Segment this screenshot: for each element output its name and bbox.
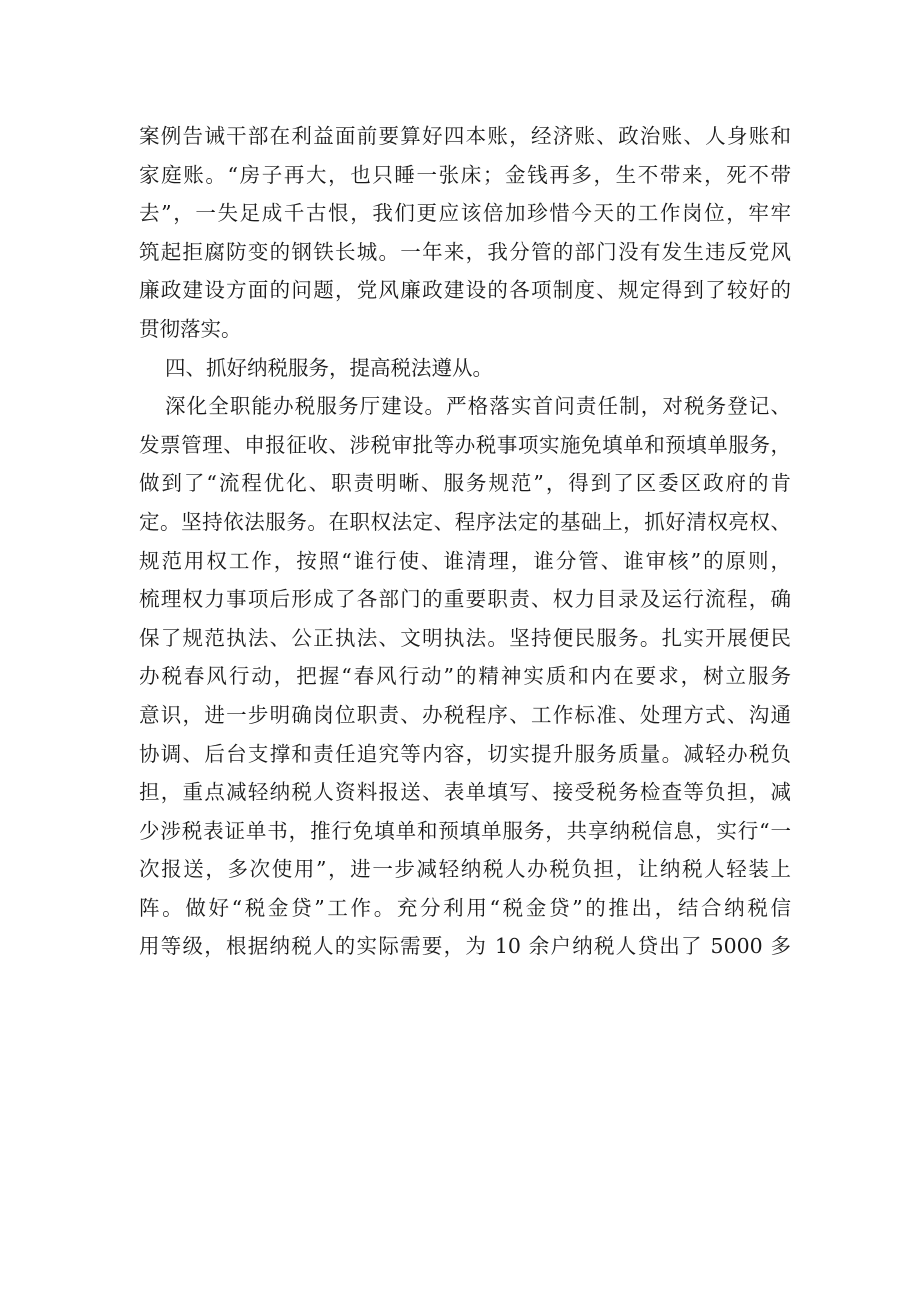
text-line: 意识，进一步明确岗位职责、办税程序、工作标准、处理方式、沟通 <box>139 702 791 727</box>
text-line: 梳理权力事项后形成了各部门的重要职责、权力目录及运行流程，确 <box>139 587 791 612</box>
text-line: 做到了“流程优化、职责明晰、服务规范”，得到了区委区政府的肯 <box>139 471 791 496</box>
text-line: 廉政建设方面的问题，党风廉政建设的各项制度、规定得到了较好的 <box>139 278 791 303</box>
text-line: 规范用权工作，按照“谁行使、谁清理，谁分管、谁审核”的原则， <box>139 548 791 573</box>
body-text <box>139 118 791 967</box>
text-line: 定。坚持依法服务。在职权法定、程序法定的基础上，抓好清权亮权、 <box>139 509 791 534</box>
text-line: 用等级，根据纳税人的实际需要，为 10 余户纳税人贷出了 5000 多 <box>139 934 791 959</box>
text-line: 筑起拒腐防变的钢铁长城。一年来，我分管的部门没有发生违反党风 <box>139 239 791 264</box>
text-line: 去”，一失足成千古恨，我们更应该倍加珍惜今天的工作岗位，牢牢 <box>139 201 791 226</box>
text-line: 阵。做好“税金贷”工作。充分利用“税金贷”的推出，结合纳税信 <box>139 895 791 920</box>
text-line: 协调、后台支撑和责任追究等内容，切实提升服务质量。减轻办税负 <box>139 741 791 766</box>
text-line: 少涉税表证单书，推行免填单和预填单服务，共享纳税信息，实行“一 <box>139 818 791 843</box>
text-line: 次报送，多次使用”，进一步减轻纳税人办税负担，让纳税人轻装上 <box>139 857 791 882</box>
text-line: 贯彻落实。 <box>139 316 242 341</box>
text-line: 保了规范执法、公正执法、文明执法。坚持便民服务。扎实开展便民 <box>139 625 791 650</box>
text-line: 案例告诫干部在利益面前要算好四本账，经济账、政治账、人身账和 <box>139 124 791 148</box>
text-line: 家庭账。“房子再大，也只睡一张床；金钱再多，生不带来，死不带 <box>139 162 791 187</box>
text-line: 四、抓好纳税服务，提高税法遵从。 <box>165 355 493 380</box>
text-line: 发票管理、申报征收、涉税审批等办税事项实施免填单和预填单服务， <box>139 432 791 457</box>
text-line: 深化全职能办税服务厅建设。严格落实首问责任制，对税务登记、 <box>165 394 791 419</box>
text-line: 办税春风行动，把握“春风行动”的精神实质和内在要求，树立服务 <box>139 664 791 689</box>
text-line: 担，重点减轻纳税人资料报送、表单填写、接受税务检查等负担，减 <box>139 780 791 805</box>
